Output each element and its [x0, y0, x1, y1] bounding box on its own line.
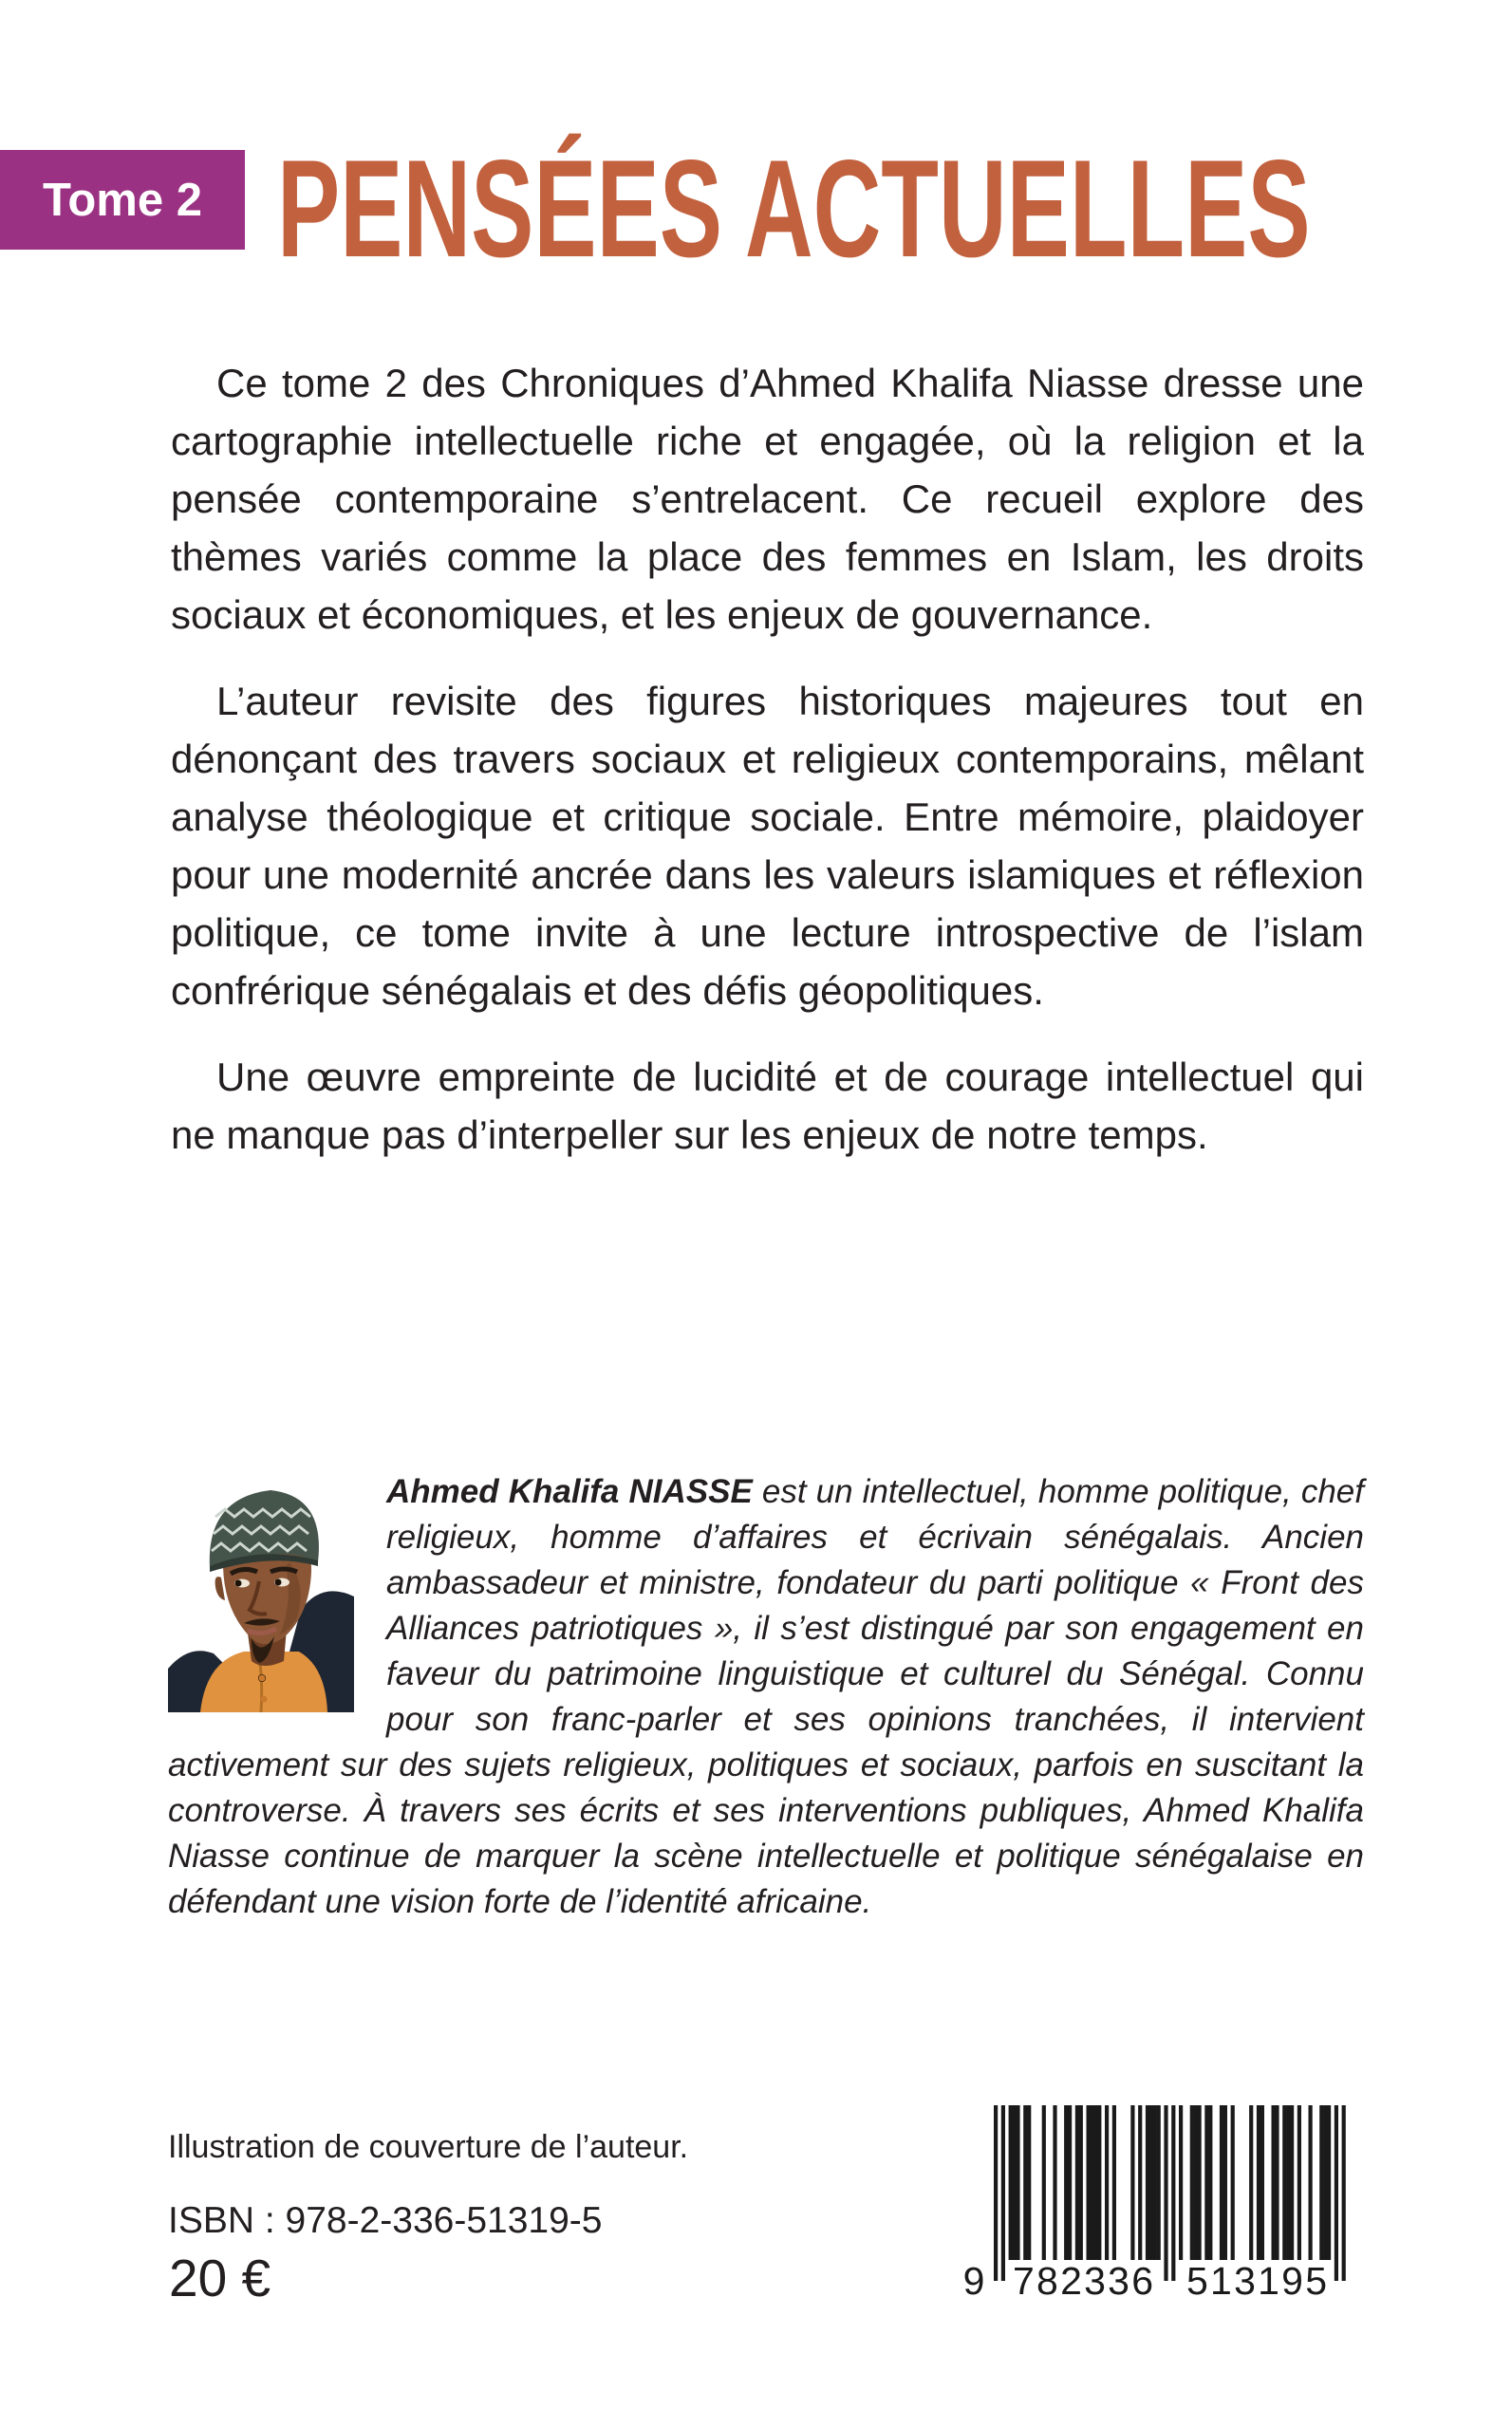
volume-label: Tome 2	[43, 174, 202, 226]
synopsis-paragraph-2: L’auteur revisite des figures historiques majeures tout en dénonçant des travers sociaux et religieux contemporains, mêlant analyse théologique et critique sociale. Entre mémoire, plaidoyer pour une modernité ancrée dans les valeurs islamiques et réflexion politique, ce tome invite à une lecture introspective de l’islam confrérique sénégalais et des défis géopolitiques.	[171, 679, 1364, 1013]
price-text: 20 €	[169, 2249, 271, 2307]
volume-badge	[0, 150, 245, 250]
author-bio	[168, 1469, 1364, 1925]
barcode-digit-prefix: 9	[962, 2259, 985, 2303]
illustration-credit: Illustration de couverture de l’auteur.	[168, 2129, 689, 2165]
synopsis	[171, 354, 1364, 1192]
page-title	[277, 131, 1512, 286]
author-photo	[168, 1475, 354, 1712]
barcode-digits-left: 782336	[1013, 2259, 1153, 2303]
author-bio-body: est un intellectuel, homme politique, chef religieux, homme d’affaires et écrivain sénégalais. Ancien ambassadeur et ministre, fondateur du parti politique « Front des Alliances patriotiques », il s’est distingué par son engagement en faveur du patrimoine linguistique et culturel du Sénégal. Connu pour son franc-parler et ses opinions tranchées, il intervient activement sur des sujets religieux, politiques et sociaux, parfois en suscitant la controverse. À travers ses écrits et ses interventions publiques, Ahmed Khalifa Niasse continue de marquer la scène intellectuelle et politique sénégalaise en défendant une vision forte de l’identité africaine.	[168, 1473, 1364, 1920]
book-title-text: PENSÉES ACTUELLES	[277, 131, 1311, 286]
author-portrait-illustration	[168, 1475, 354, 1712]
synopsis-paragraph-3: Une œuvre empreinte de lucidité et de courage intellectuel qui ne manque pas d’interpeller sur les enjeux de notre temps.	[171, 1055, 1364, 1157]
ean13-barcode	[961, 2105, 1369, 2305]
synopsis-paragraph-1: Ce tome 2 des Chroniques d’Ahmed Khalifa Niasse dresse une cartographie intellectuelle riche et engagée, où la religion et la pensée contemporaine s’entrelacent. Ce recueil explore des thèmes variés comme la place des femmes en Islam, les droits sociaux et économiques, et les enjeux de gouvernance.	[171, 361, 1364, 637]
barcode-digits-right: 513195	[1186, 2259, 1327, 2303]
barcode-bars	[994, 2105, 1346, 2281]
author-name: Ahmed Khalifa NIASSE	[386, 1473, 753, 1510]
isbn-text: ISBN : 978-2-336-51319-5	[168, 2200, 603, 2241]
barcode	[961, 2105, 1369, 2305]
